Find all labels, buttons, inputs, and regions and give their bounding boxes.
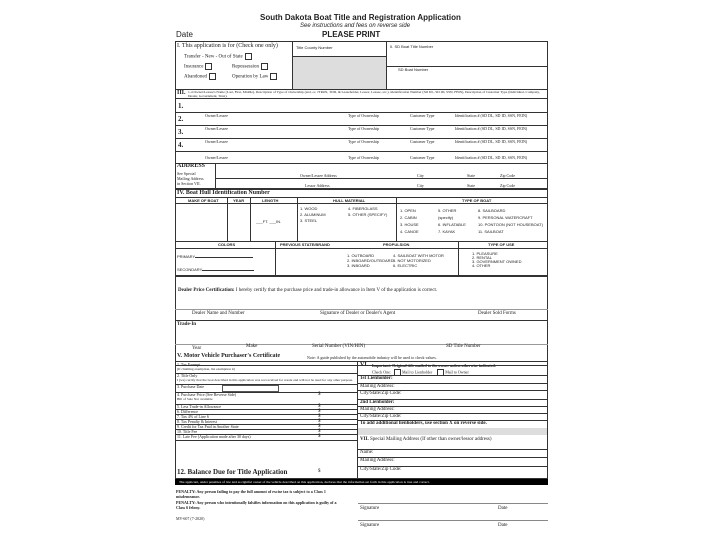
repossession-checkbox[interactable] <box>261 63 268 70</box>
purchase-date-input[interactable] <box>222 385 279 392</box>
identification-field[interactable]: Identification # (SD DL, SD ID, SSN, FEIN) <box>455 139 528 144</box>
section-5-note: Note: A guide published by the automobile industry will be used to check values. <box>307 355 437 360</box>
boat-type-canoe[interactable]: 4. CANOE <box>400 229 419 234</box>
propulsion-inboard[interactable]: 3. INBOARD <box>347 263 370 268</box>
propulsion-inboard-outboard[interactable]: 2. INBOARD/OUTBOARD <box>347 258 394 263</box>
form-title: South Dakota Boat Title and Registration Application <box>260 13 461 22</box>
owner-zip-field[interactable]: Zip Code <box>500 173 515 178</box>
signature-line-2[interactable] <box>358 520 548 521</box>
propulsion-sail-motor[interactable]: 4. SAILBOAT WITH MOTOR <box>393 253 444 258</box>
section-3-instructions: 1-4 Owner/Lessee's Name (Last, First, Middle), Description of Type of Ownership (and, or, JTROS, TOD, & Leaseholder, Lessor, Lessee, etc.), Identification Number (SD DL, SD ID, SSN, FEIN), Description of Customer Type (Individual, Company, Dealer, Government, Trust). <box>188 90 540 98</box>
dealer-cert-heading: Dealer Price Certification: <box>178 288 235 293</box>
use-pleasure[interactable]: 1. PLEASURE <box>472 251 498 256</box>
county-office-use <box>293 56 386 89</box>
lienholder-field[interactable]: Mailing Address: <box>360 384 395 389</box>
form-number: MV-607 (7-2020) <box>176 516 205 521</box>
identification-field[interactable]: Identification # (SD DL, SD ID, SSN, FEIN) <box>455 113 528 118</box>
use-rental[interactable]: 2. RENTAL <box>472 255 492 260</box>
lienholder-field[interactable]: City/State/Zip Code: <box>360 391 402 396</box>
hull-other[interactable]: 5. OTHER (SPECIFY) <box>348 212 388 217</box>
lessor-state-field[interactable]: State <box>467 183 475 188</box>
customer-type-field[interactable]: Customer Type <box>410 113 435 118</box>
address-heading: ADDRESS <box>177 163 206 169</box>
customer-type-field[interactable]: Customer Type <box>410 155 435 160</box>
abandoned-label: Abandoned <box>184 74 208 80</box>
purchase-item-note: (If claiming exemption, list exemption #) <box>177 367 235 371</box>
title-number-field[interactable]: SD Boat Title Number <box>394 44 434 49</box>
owner-state-field[interactable]: State <box>467 173 475 178</box>
owner-row-1-number: 1. <box>178 102 184 110</box>
lienholder-field[interactable]: City/State/Zip Code: <box>360 467 402 472</box>
hull-material-column: HULL MATERIAL <box>333 198 366 203</box>
identification-field[interactable]: Identification # (SD DL, SD ID, SSN, FEIN) <box>455 126 528 131</box>
county-number-field[interactable]: Title County Number <box>296 45 333 50</box>
section-5-label: V. <box>177 353 183 359</box>
purchase-item-note: I (we) certify that the boat described in this application was not received for resale and will not be used for any other purpose. <box>177 378 354 382</box>
address-note: in Section VII. <box>177 181 201 186</box>
balance-due-field[interactable]: $ <box>318 469 321 474</box>
boat-types-1 <box>400 207 419 235</box>
operation-label: Operation by Law <box>232 74 269 80</box>
separator-band <box>358 428 547 435</box>
section-1-label: I. <box>177 43 181 49</box>
lienholder-field[interactable]: Mailing Address: <box>360 407 395 412</box>
purchase-item-row <box>177 434 251 439</box>
operation-checkbox[interactable] <box>270 73 277 80</box>
purchase-item-label: 11. Late Fee (Application made after 30 days) <box>177 434 251 439</box>
owner-address-field[interactable]: Owner/Lessee Address <box>300 173 337 178</box>
section-7-heading: Special Mailing Address (If other than owner/lessor address) <box>370 437 492 442</box>
lienholder-field[interactable]: Name: <box>360 450 374 455</box>
address-note: See Special <box>177 171 196 176</box>
previous-state-column: PREVIOUS STATE/BRAND <box>280 242 330 247</box>
lienholder-field[interactable]: 1st Lienholder: <box>360 376 393 381</box>
propulsion-electric[interactable]: 6. ELECTRIC <box>393 263 418 268</box>
lessor-address-field[interactable]: Lessor Address <box>305 183 330 188</box>
owner-city-field[interactable]: City <box>417 173 424 178</box>
purchase-item-row <box>177 373 353 382</box>
repossession-label: Repossession <box>232 64 259 70</box>
purchase-item-label: 4. Purchase Price (See Reverse Side) <box>177 392 237 397</box>
section-7-label: VII. <box>360 437 369 442</box>
lienholder-field[interactable]: To add additional lienholders, use section X on reverse side. <box>360 421 487 426</box>
purchase-item-label: 1. Tax Exempt <box>177 362 201 367</box>
length-ft-field[interactable]: FT. <box>262 219 269 224</box>
propulsion-outboard[interactable]: 1. OUTBOARD <box>347 253 375 258</box>
boat-type-kayak[interactable]: 7. KAYAK <box>438 229 456 234</box>
transfer-checkbox[interactable] <box>245 53 252 60</box>
insurance-label: Insurance <box>184 64 204 70</box>
purchase-item-label: 3. Purchase Date <box>177 384 204 389</box>
date-label: Date <box>498 523 508 528</box>
use-other[interactable]: 4. OTHER <box>472 263 491 268</box>
trade-in-heading: Trade-In <box>177 322 197 327</box>
declaration-bar: The applicant, under penalties of law and as rightful owner of the vehicle described on this application, declares that the information set forth in this application is true and correct. <box>175 479 548 485</box>
amount-field[interactable]: $ <box>318 414 321 419</box>
amount-field[interactable]: $ <box>318 424 321 429</box>
hull-options-1 <box>300 206 326 224</box>
section-6-label: VI. <box>360 362 369 368</box>
owner-name-field[interactable]: Owner/Lessee <box>205 139 228 144</box>
section-3-label: III. <box>177 90 186 96</box>
dealer-cert-text: I hereby certify that the purchase price and trade-in allowance in Item V of the application is correct. <box>235 288 438 293</box>
please-print: PLEASE PRINT <box>322 30 381 39</box>
owner-name-field[interactable]: Owner/Lessee <box>205 155 228 160</box>
purchase-item-label: 7. Tax 4% of Line 6 <box>177 414 209 419</box>
owner-row-3-number: 3. <box>178 128 184 136</box>
boat-type-inflatable[interactable]: 6. INFLATABLE <box>438 222 466 227</box>
balance-due-label: 12. Balance Due for Title Application <box>177 468 288 476</box>
purchase-item-label: 10. Title Fee <box>177 429 198 434</box>
insurance-checkbox[interactable] <box>205 63 212 70</box>
signature-label: Signature <box>360 506 380 511</box>
boat-type-pwc[interactable]: 9. PERSONAL WATERCRAFT <box>478 215 533 220</box>
boat-number-field[interactable]: SD Boat Number <box>398 67 429 72</box>
hull-steel[interactable]: 3. STEEL <box>300 218 318 223</box>
customer-type-field[interactable]: Customer Type <box>410 126 435 131</box>
subtitle: See instructions and fees on reverse side <box>300 23 411 29</box>
dealer-signature-field[interactable]: Signature of Dealer or Dealer's Agent <box>320 311 396 316</box>
year-column: YEAR <box>233 198 245 203</box>
amount-field[interactable]: $ <box>318 429 321 434</box>
purchase-item-row <box>177 384 204 389</box>
section-6-important: Important: Original title mailed to the owner unless otherwise indicated. <box>372 363 496 368</box>
propulsion-column: PROPULSION <box>383 242 410 247</box>
boat-type-sailboat[interactable]: 11. SAILBOAT <box>478 229 504 234</box>
ownership-type-field[interactable]: Type of Ownership <box>348 113 379 118</box>
owner-name-field[interactable]: Owner/Lessee <box>205 126 228 131</box>
boat-type-sailboard[interactable]: 8. SAILBOARD <box>478 208 506 213</box>
penalty-1: PENALTY: Any person failing to pay the full amount of excise tax is subject to a Class 1 misdemeanor. <box>176 489 326 499</box>
section-1-heading: This application is for (Check one only) <box>181 43 278 49</box>
date-label: Date <box>176 30 193 39</box>
abandoned-checkbox[interactable] <box>209 73 216 80</box>
type-of-use-column: TYPE OF USE <box>488 242 515 247</box>
purchase-item-label: 5. Less Trade-in Allowance <box>177 404 221 409</box>
date-label: Date <box>498 506 508 511</box>
mail-lienholder-label: Mail to Lienholder <box>402 369 433 375</box>
type-of-boat-column: TYPE OF BOAT <box>462 198 492 203</box>
signature-line-1[interactable] <box>358 503 548 504</box>
owner-name-field[interactable]: Owner/Lessee <box>205 113 228 118</box>
boat-types-3 <box>478 207 543 235</box>
amount-field[interactable]: $ <box>318 419 321 424</box>
lienholder-field[interactable]: 2nd Lienholder: <box>360 400 395 405</box>
purchase-item-label: 8. Tax Penalty & Interest <box>177 419 217 424</box>
secondary-color-field[interactable] <box>202 270 254 271</box>
use-government[interactable]: 3. GOVERNMENT OWNED <box>472 259 522 264</box>
transfer-label: Transfer - New - Out of State <box>184 54 243 60</box>
section-4-label: IV. <box>177 190 185 196</box>
ownership-type-field[interactable]: Type of Ownership <box>348 126 379 131</box>
hull-aluminum[interactable]: 2. ALUMINUM <box>300 212 326 217</box>
signature-label: Signature <box>360 523 380 528</box>
colors-column: COLORS <box>218 242 236 247</box>
mail-owner-label: Mail to Owner <box>445 369 469 375</box>
amount-field[interactable]: $ <box>318 434 321 439</box>
section-5-heading: Motor Vehicle Purchaser's Certificate <box>183 353 281 359</box>
secondary-color-label: SECONDARY <box>177 267 203 272</box>
purchase-item-label: 9. Credit for Tax Paid in Another State <box>177 424 239 429</box>
boat-type-pontoon[interactable]: 10. PONTOON (NOT HOUSEBOAT) <box>478 222 543 227</box>
owner-row-4-number: 4. <box>178 141 184 149</box>
amount-field[interactable]: $ <box>318 409 321 414</box>
purchase-item-row <box>177 392 236 401</box>
amount-field[interactable]: $ <box>318 392 321 397</box>
make-column: MAKE OF BOAT <box>188 198 219 203</box>
boat-type-cabin[interactable]: 2. CABIN <box>400 215 417 220</box>
ownership-type-field[interactable]: Type of Ownership <box>348 139 379 144</box>
propulsion-not-motorized[interactable]: 5. NOT MOTORIZED <box>393 258 431 263</box>
purchase-item-label: 2. Title Only <box>177 373 198 378</box>
purchase-item-note: Bill of Sale Not available <box>177 397 213 401</box>
dealer-sold-forms-field[interactable]: Dealer Sold Forms <box>478 311 516 316</box>
primary-color-field[interactable] <box>195 257 253 258</box>
length-column: LENGTH <box>262 198 279 203</box>
hull-wood[interactable]: 1. WOOD <box>300 206 318 211</box>
trade-in-year-field[interactable]: Year <box>192 346 202 351</box>
lessor-zip-field[interactable]: Zip Code <box>500 183 515 188</box>
boat-type-other[interactable]: 5. OTHER <box>438 208 457 213</box>
trade-in-title-field[interactable]: SD Title Number <box>446 344 481 349</box>
owner-row-2-number: 2. <box>178 115 184 123</box>
boat-type-open[interactable]: 1. OPEN <box>400 208 416 213</box>
section-4-heading: Boat Hull Identification Number <box>185 190 270 196</box>
purchase-item-label: 6. Difference <box>177 409 199 414</box>
identification-field[interactable]: Identification # (SD DL, SD ID, SSN, FEIN) <box>455 155 528 160</box>
lienholder-field[interactable]: City/State/Zip Code: <box>360 414 402 419</box>
lessor-city-field[interactable]: City <box>417 183 424 188</box>
check-one-label: Check One: <box>372 369 391 375</box>
length-in-field[interactable]: IN. <box>276 219 282 224</box>
boat-type-specify[interactable]: (specify) <box>438 215 454 220</box>
hull-options-2 <box>348 206 387 218</box>
boat-type-house[interactable]: 3. HOUSE <box>400 222 419 227</box>
dealer-name-field[interactable]: Dealer Name and Number <box>192 311 245 316</box>
section-2-label: II. <box>390 44 394 49</box>
customer-type-field[interactable]: Customer Type <box>410 139 435 144</box>
address-note: Mailing Address <box>177 176 204 181</box>
hull-fiberglass[interactable]: 4. FIBERGLASS <box>348 206 378 211</box>
trade-in-make-field[interactable]: Make <box>246 344 258 349</box>
boat-types-2 <box>438 207 466 235</box>
penalty-2: PENALTY: Any person who intentionally falsifies information on this application is guilty of a Class 6 felony. <box>176 500 337 510</box>
purchase-item-row <box>177 362 235 371</box>
amount-field[interactable]: $ <box>318 404 321 409</box>
trade-in-serial-field[interactable]: Serial Number (VIN/HIN) <box>312 344 366 349</box>
ownership-type-field[interactable]: Type of Ownership <box>348 155 379 160</box>
lienholder-field[interactable]: Mailing Address: <box>360 458 395 463</box>
primary-color-label: PRIMARY <box>177 254 196 259</box>
